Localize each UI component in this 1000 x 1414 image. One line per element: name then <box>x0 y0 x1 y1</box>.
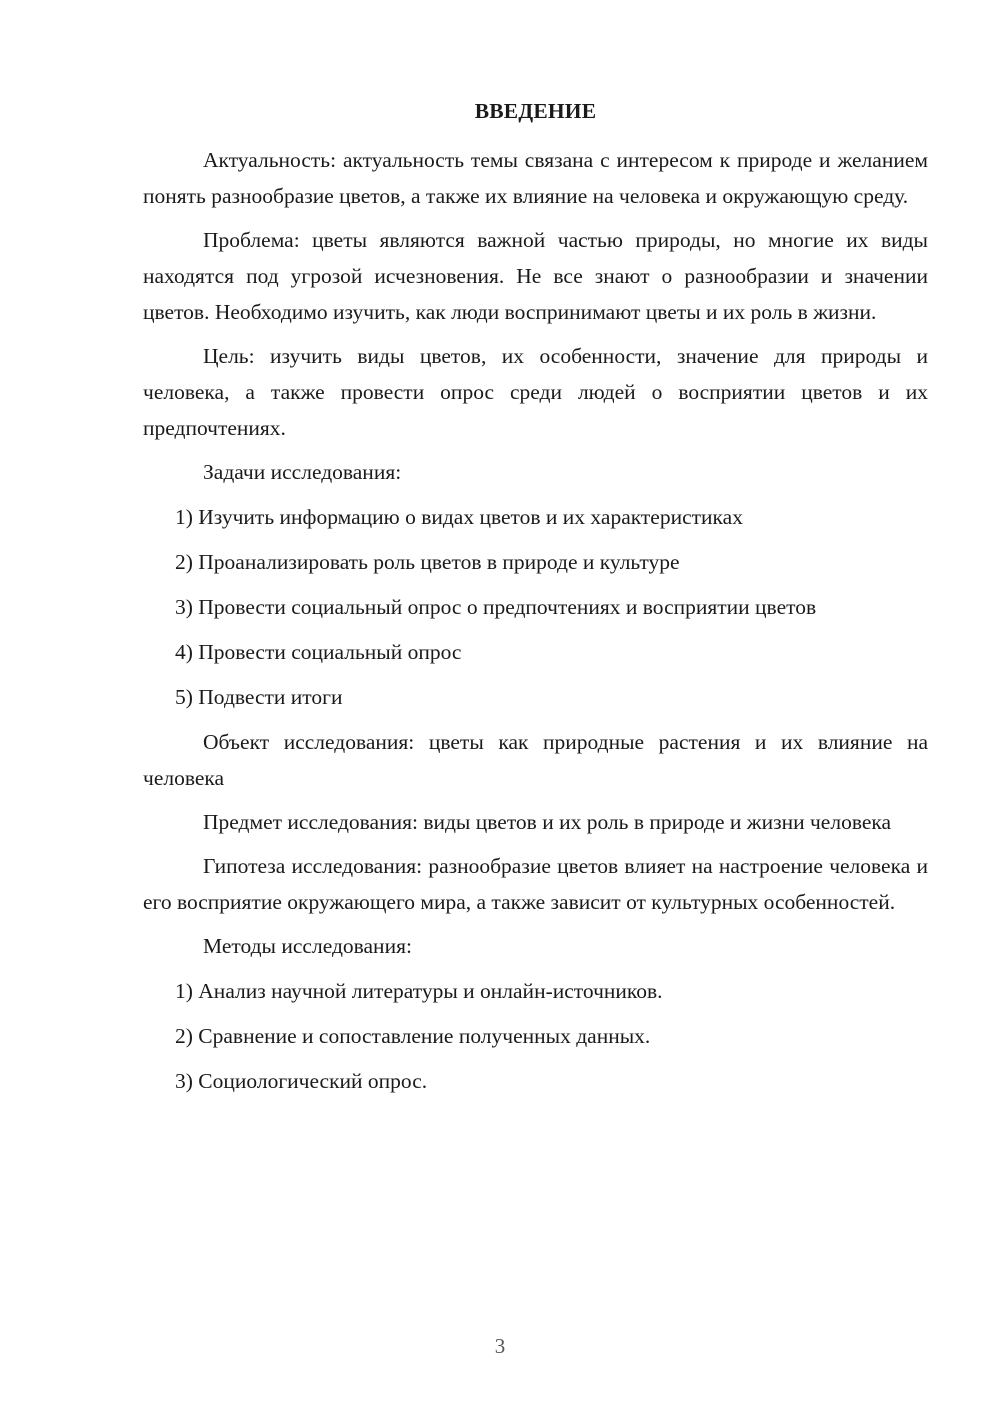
page-title: ВВЕДЕНИЕ <box>474 99 597 123</box>
page-number: 3 <box>494 1334 506 1358</box>
methods-list <box>143 973 928 1099</box>
method-item: 3) Социологический опрос. <box>175 1069 428 1093</box>
tasks-list <box>143 499 928 715</box>
method-item: 2) Сравнение и сопоставление полученных данных. <box>175 1024 651 1048</box>
problem-paragraph: Проблема: цветы являются важной частью природы, но многие их виды находятся под угрозой исчезновения. Не все знают о разнообразии и значении цветов. Необходимо изучить, как люди воспринимают цветы и их роль в жизни. <box>143 228 928 324</box>
document-page <box>143 96 928 1108</box>
subject-paragraph: Предмет исследования: виды цветов и их роль в природе и жизни человека <box>203 810 892 834</box>
task-item: 1) Изучить информацию о видах цветов и их характеристиках <box>175 505 743 529</box>
task-item: 5) Подвести итоги <box>175 685 343 709</box>
methods-heading: Методы исследования: <box>203 934 412 958</box>
method-item: 1) Анализ научной литературы и онлайн-источников. <box>175 979 663 1003</box>
task-item: 4) Провести социальный опрос <box>175 640 462 664</box>
relevance-paragraph: Актуальность: актуальность темы связана с интересом к природе и желанием понять разнообразие цветов, а также их влияние на человека и окружающую среду. <box>143 148 928 208</box>
tasks-heading: Задачи исследования: <box>203 460 402 484</box>
task-item: 3) Провести социальный опрос о предпочтениях и восприятии цветов <box>175 595 817 619</box>
hypothesis-paragraph: Гипотеза исследования: разнообразие цветов влияет на настроение человека и его восприятие окружающего мира, а также зависит от культурных особенностей. <box>143 854 928 914</box>
goal-paragraph: Цель: изучить виды цветов, их особенности, значение для природы и человека, а также провести опрос среди людей о восприятии цветов и их предпочтениях. <box>143 344 928 440</box>
task-item: 2) Проанализировать роль цветов в природе и культуре <box>175 550 680 574</box>
object-paragraph: Объект исследования: цветы как природные растения и их влияние на человека <box>143 730 928 790</box>
